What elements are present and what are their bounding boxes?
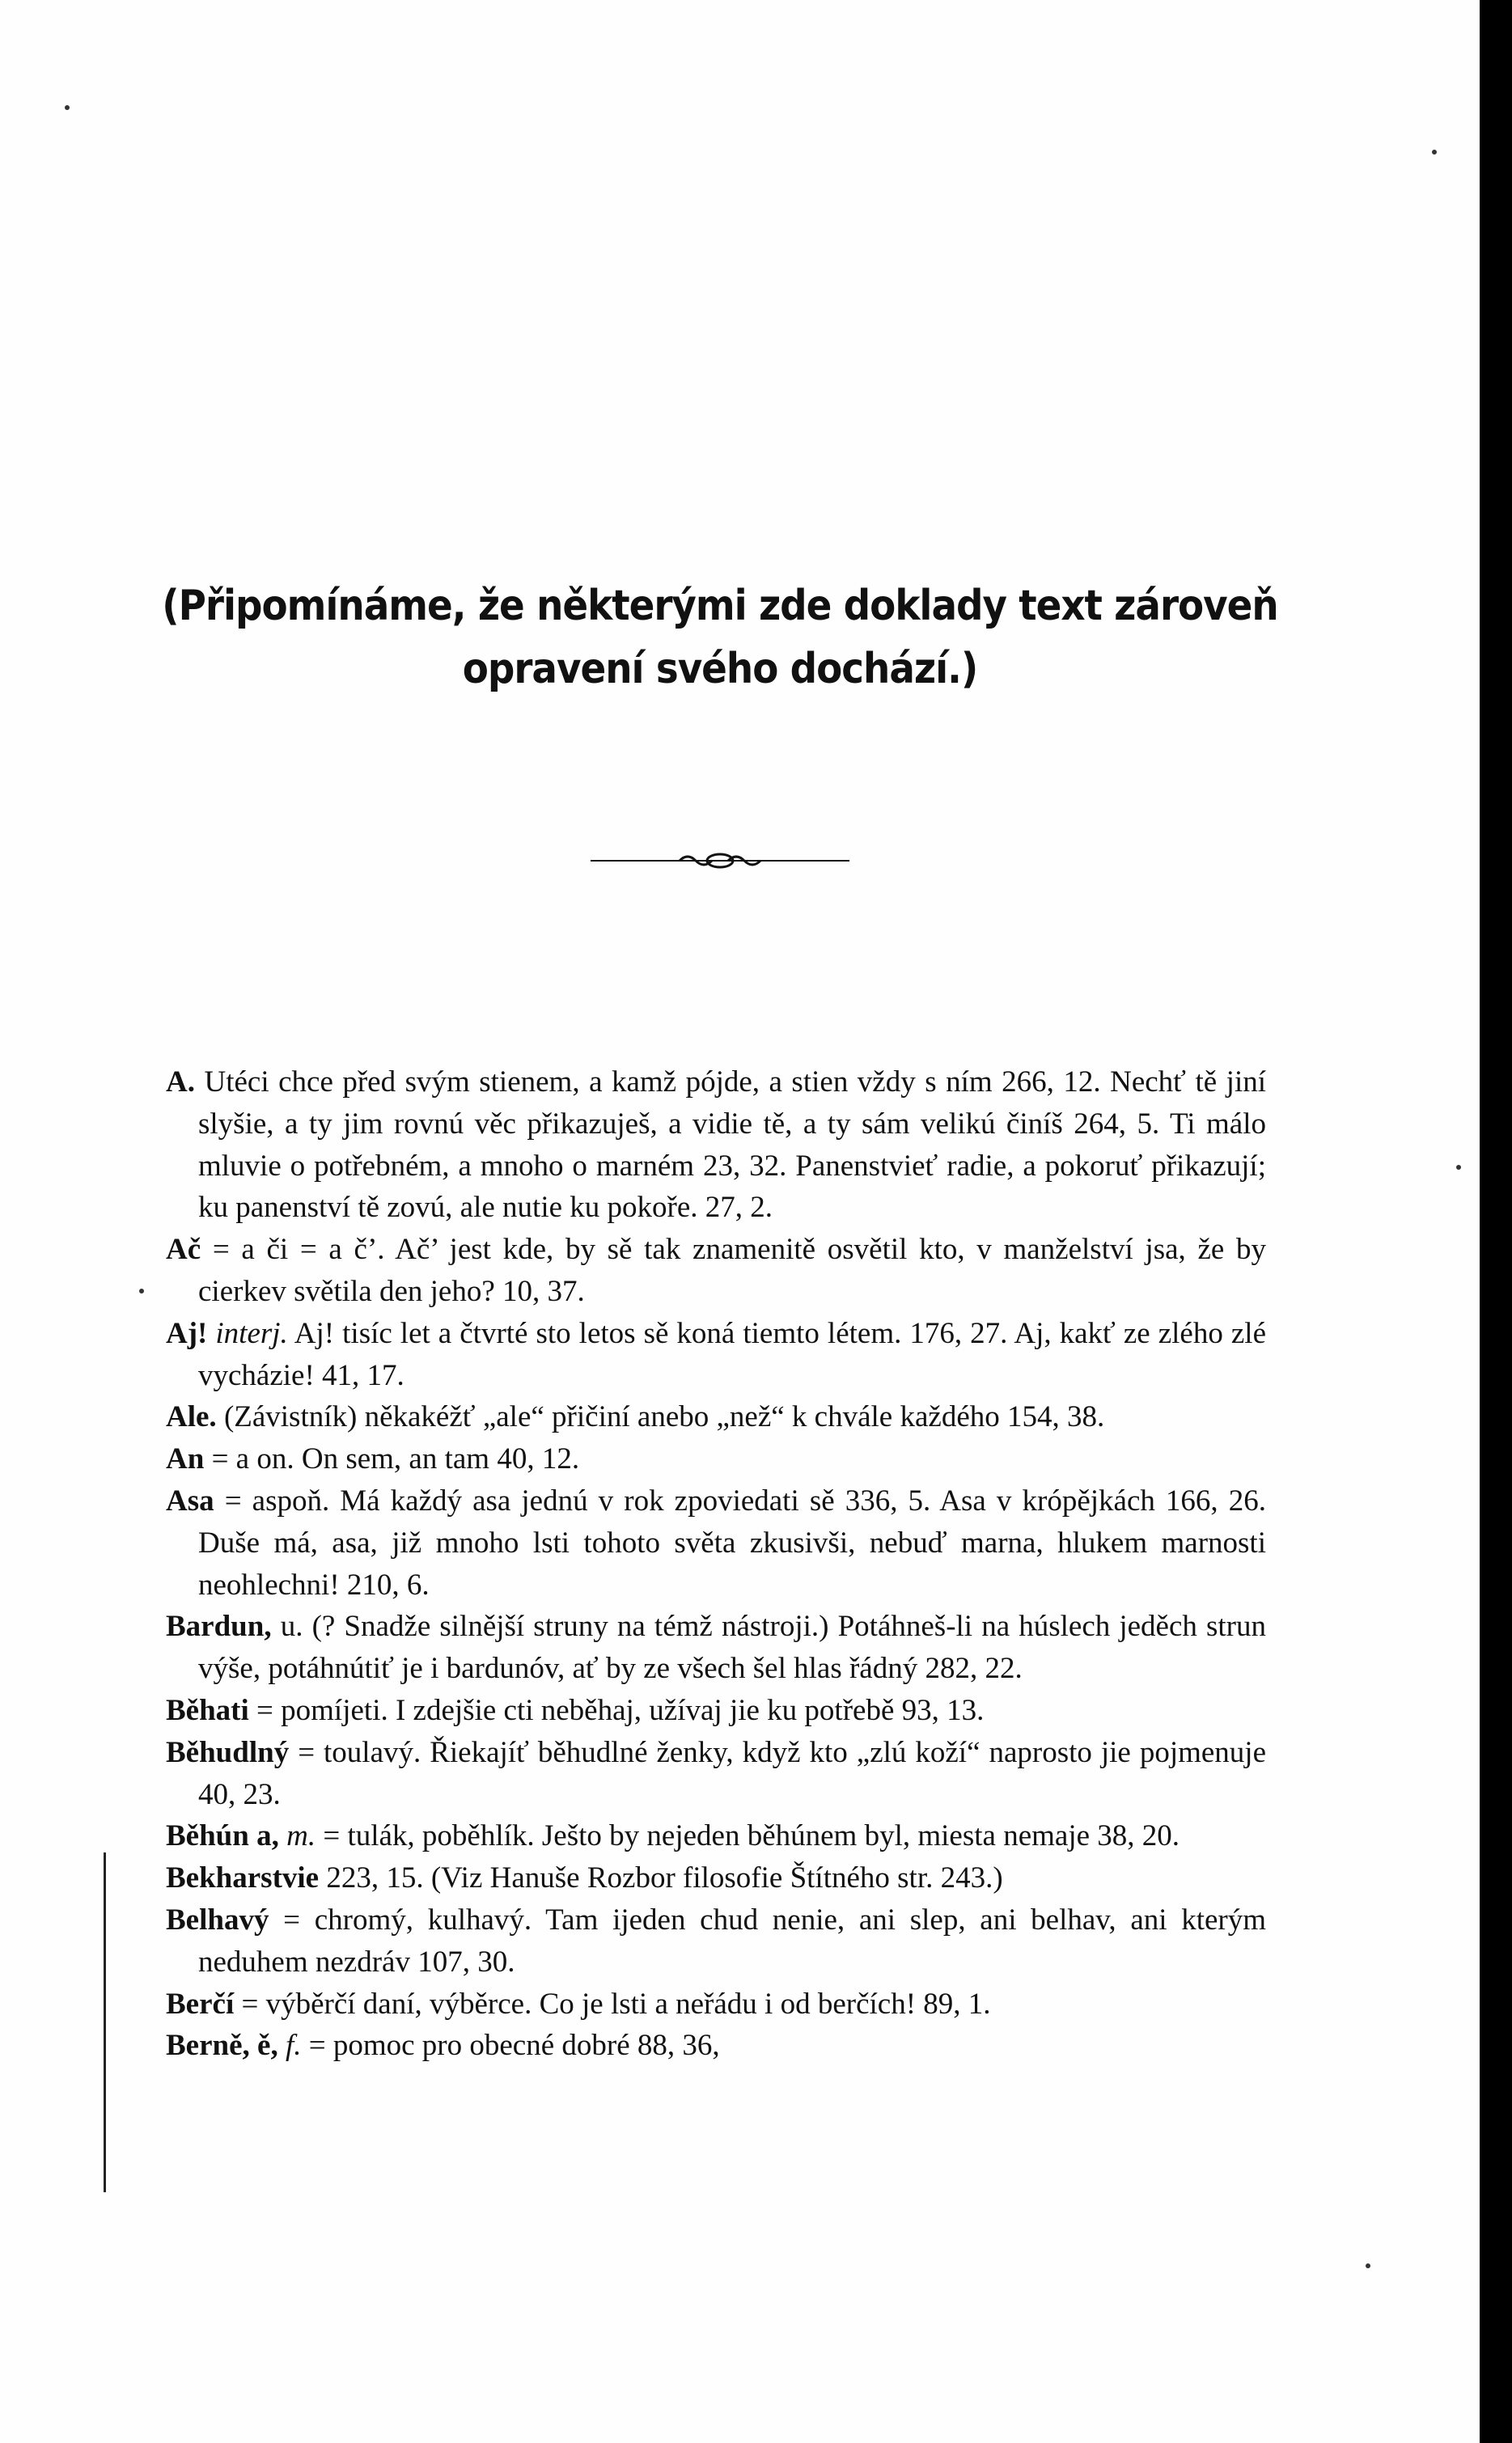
glossary-entry: [166, 1480, 1266, 1606]
entry-text: = chromý, kulhavý. Tam ijeden chud nenie, ani slep, ani belhav, ani kterým neduhem nezdráv 107, 30.: [198, 1903, 1267, 1979]
entry-text: = výběrčí daní, výběrce. Co je lsti a neřádu i od berčích! 89, 1.: [241, 1987, 991, 2021]
entry-text: (? Snadže silnější struny na témž nástroji.) Potáhneš-li na húslech jeděch strun výše, potáhnútiť je i bardunóv, ať by ze všech šel hlas řádný 282, 22.: [198, 1610, 1266, 1686]
glossary-entry: [166, 1899, 1266, 1984]
heading-line-2: opravení svého dochází.): [462, 645, 978, 693]
entry-headword: Běhati: [166, 1693, 249, 1727]
entry-grammar: u.: [280, 1610, 303, 1644]
entry-text: = aspoň. Má každý asa jednú v rok zpoviedati sě 336, 5. Asa v krópějkách 166, 26. Duše má, asa, již mnoho lsti tohoto světa zkusivši, nebuď marna, hlukem marnosti neohlechni! 210, 6.: [198, 1484, 1267, 1602]
scan-edge-shadow: [1480, 0, 1512, 2443]
entry-headword: Berně, ě,: [166, 2029, 278, 2063]
entry-grammar: interj.: [215, 1316, 288, 1350]
entry-text: = a či = a č’. Ač’ jest kde, by sě tak znamenitě osvětil kto, v manželství jsa, že by cierkev světila den jeho? 10, 37.: [198, 1233, 1266, 1308]
entry-text: Utéci chce před svým stienem, a kamž pójde, a stien vždy s ním 266, 12. Nechť tě jiní slyšie, a ty jim rovnú věc přikazuješ, a vidie tě, a ty sám velikú činíš 264, 5. Ti málo mluvie o potřebném, a mnoho o marném 23, 32. Panenstvieť radie, a pokoruť přikazují; ku panenství tě zovú, ale nutie ku pokoře. 27, 2.: [198, 1065, 1267, 1225]
entry-text: (Závistník) někakéžť „ale“ přičiní anebo „než“ k chvále každého 154, 38.: [223, 1400, 1105, 1434]
scan-speck: [1432, 150, 1437, 155]
glossary-entry: [166, 1690, 1266, 1732]
entry-headword: Asa: [166, 1484, 214, 1518]
entry-headword: Berčí: [166, 1987, 235, 2021]
entry-headword: Bekharstvie: [166, 1861, 320, 1895]
scan-speck: [1456, 1165, 1461, 1170]
glossary-entry: [166, 1229, 1266, 1313]
entry-headword: Bardun,: [166, 1610, 272, 1644]
glossary-entry: [166, 1396, 1266, 1438]
entry-text: = pomoc pro obecné dobré 88, 36,: [308, 2029, 720, 2063]
glossary-entry: [166, 2025, 1266, 2067]
entry-headword: Ač: [166, 1233, 201, 1267]
entry-headword: Aj!: [166, 1316, 208, 1350]
entry-text: 223, 15. (Viz Hanuše Rozbor filosofie Štítného str. 243.): [326, 1861, 1003, 1895]
glossary-entry: [166, 1857, 1266, 1899]
glossary-entry: [166, 1732, 1266, 1816]
entry-text: = pomíjeti. I zdejšie cti neběhaj, užívaj jie ku potřebě 93, 13.: [256, 1693, 985, 1727]
glossary-entry: [166, 1313, 1266, 1397]
heading-line-1: (Připomínáme, že některými zde doklady text zároveň: [162, 582, 1278, 630]
scan-speck: [65, 105, 70, 110]
glossary-entry: [166, 1815, 1266, 1857]
entry-grammar: m.: [286, 1819, 316, 1853]
glossary-entry: [166, 1984, 1266, 2026]
glossary-entry: [166, 1438, 1266, 1480]
entry-text: Aj! tisíc let a čtvrté sto letos sě koná tiemto létem. 176, 27. Aj, kakť ze zlého zlé vycházie! 41, 17.: [198, 1316, 1266, 1392]
glossary-entry: [166, 1606, 1266, 1690]
entry-headword: A.: [166, 1065, 195, 1099]
glossary-entry: [166, 1061, 1266, 1229]
ornament-divider-icon: [591, 849, 849, 870]
scan-speck: [139, 1289, 144, 1293]
entry-headword: Ale.: [166, 1400, 217, 1434]
scan-speck: [1366, 2263, 1370, 2268]
entry-grammar: f.: [285, 2029, 302, 2063]
page-heading: [154, 574, 1286, 701]
entry-headword: Belhavý: [166, 1903, 269, 1937]
entry-text: = a on. On sem, an tam 40, 12.: [211, 1442, 580, 1476]
entry-headword: An: [166, 1442, 205, 1476]
entry-text: = tulák, poběhlík. Ješto by nejeden běhúnem byl, miesta nemaje 38, 20.: [323, 1819, 1180, 1853]
entry-text: = toulavý. Řiekajíť běhudlné ženky, když kto „zlú koží“ naprosto jie pojmenuje 40, 23.: [198, 1735, 1266, 1811]
entry-headword: Běhún a,: [166, 1819, 279, 1853]
entry-headword: Běhudlný: [166, 1735, 290, 1769]
glossary-entries: [166, 1061, 1266, 2067]
margin-pencil-line: [104, 1852, 106, 2192]
